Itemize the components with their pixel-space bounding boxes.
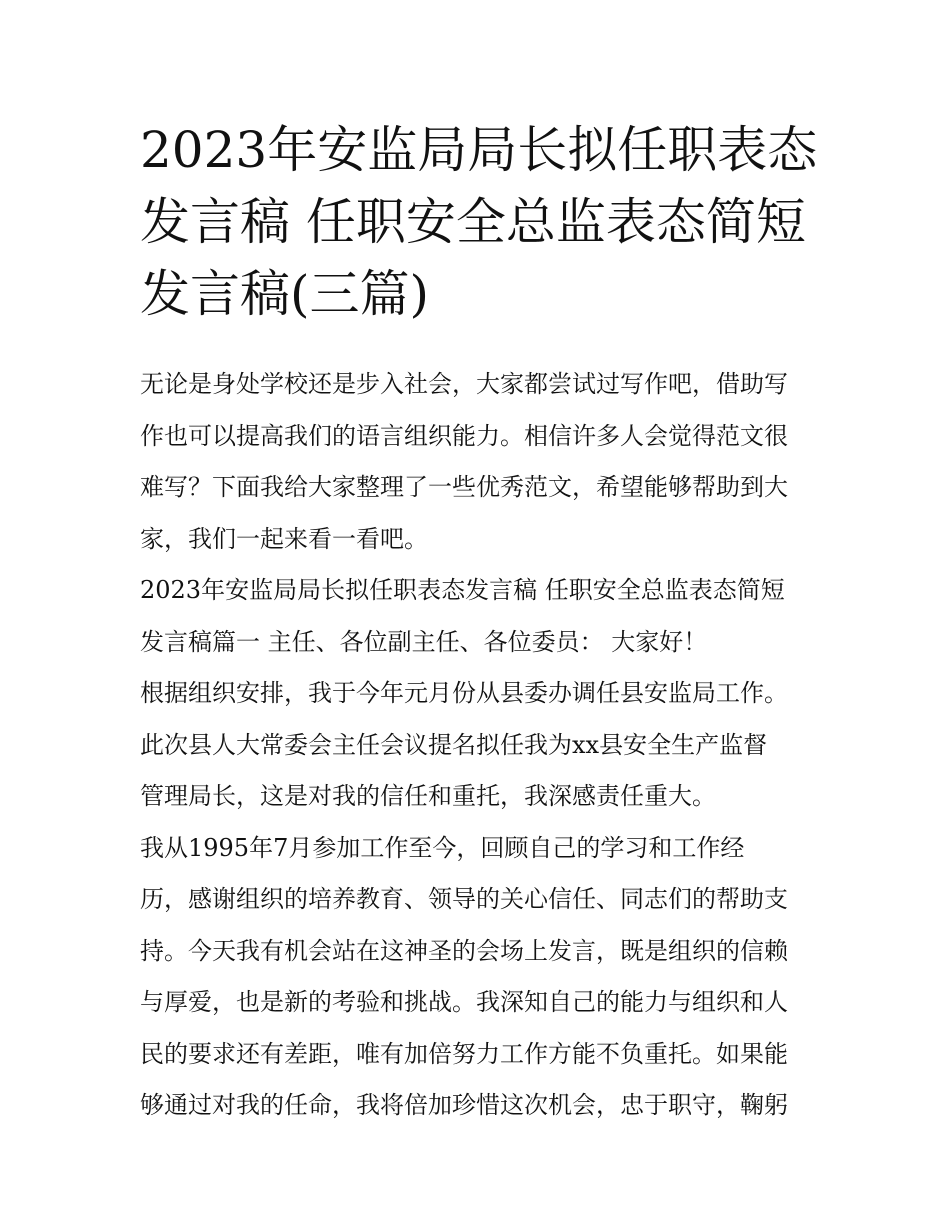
title-line-3: 发言稿(三篇) — [140, 265, 430, 323]
title-line-1: 2023年安监局局长拟任职表态 — [140, 121, 818, 179]
body-line: 家，我们一起来看一看吧。 — [140, 524, 428, 553]
body-line: 2023年安监局局长拟任职表态发言稿 任职安全总监表态简短 — [140, 576, 785, 604]
body-line: 历，感谢组织的培养教育、领导的关心信任、同志们的帮助支 — [140, 885, 788, 913]
body-line: 管理局长，这是对我的信任和重托，我深感责任重大。 — [140, 782, 716, 810]
body-line: 持。今天我有机会站在这神圣的会场上发言，既是组织的信赖 — [140, 936, 788, 965]
body-line: 够通过对我的任命，我将倍加珍惜这次机会，忠于职守，鞠躬 — [140, 1091, 788, 1119]
document-title — [140, 114, 820, 330]
body-line: 难写？下面我给大家整理了一些优秀范文，希望能够帮助到大 — [140, 473, 788, 501]
body-line: 我从1995年7月参加工作至今，回顾自己的学习和工作经 — [140, 833, 745, 862]
document-body — [140, 359, 820, 1132]
body-line: 发言稿篇一 主任、各位副主任、各位委员： 大家好！ — [140, 627, 708, 656]
body-line: 此次县人大常委会主任会议提名拟任我为xx县安全生产监督 — [140, 730, 768, 759]
body-line: 无论是身处学校还是步入社会，大家都尝试过写作吧，借助写 — [140, 370, 788, 398]
body-line: 与厚爱，也是新的考验和挑战。我深知自己的能力与组织和人 — [140, 988, 788, 1016]
body-line: 作也可以提高我们的语言组织能力。相信许多人会觉得范文很 — [140, 421, 788, 450]
title-line-2: 发言稿 任职安全总监表态简短 — [140, 193, 806, 251]
body-line: 民的要求还有差距，唯有加倍努力工作方能不负重托。如果能 — [140, 1039, 788, 1068]
body-line: 根据组织安排，我于今年元月份从县委办调任县安监局工作。 — [140, 679, 788, 707]
